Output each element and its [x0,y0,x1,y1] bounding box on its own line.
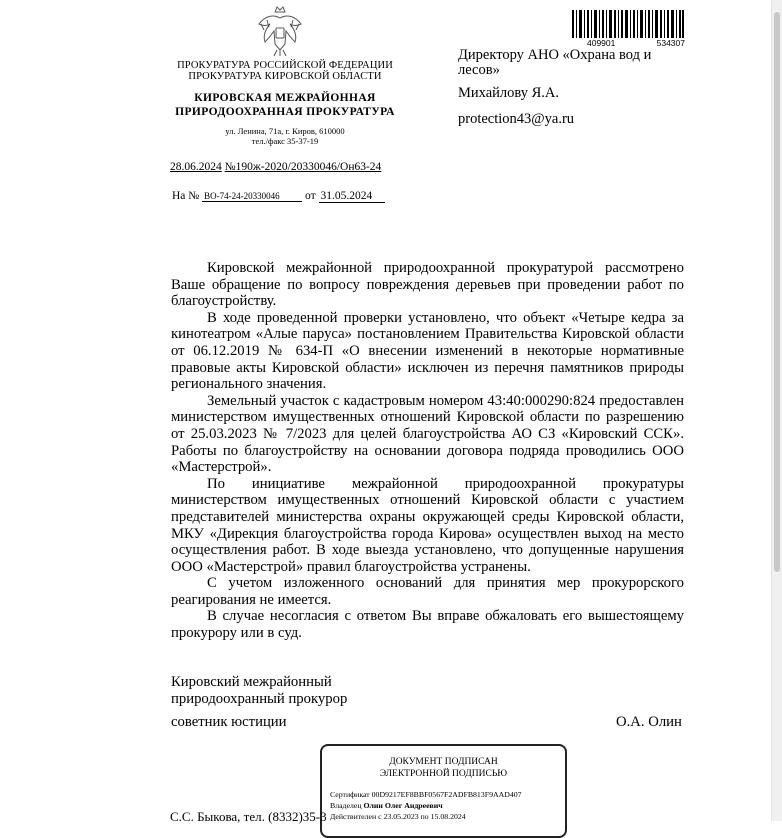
body-paragraph-5: С учетом изложенного оснований для принятия мер прокурорского реагирования не имеется. [171,575,684,608]
header-line-1: ПРОКУРАТУРА РОССИЙСКОЙ ФЕДЕРАЦИИ [177,60,393,71]
stamp-validity: Действителен с 23.05.2023 по 15.08.2024 [330,811,466,821]
body-paragraph-3: Земельный участок с кадастровым номером 43:40:000290:824 предоставлен министерством имущественных отношений Кировской области по разрешению от 25.03.2023 № 7/2023 для целей благоустройства АО СЗ «Кировский ССК». Работы по благоустройству на основании договора подряда проводились ООО «Мастерстрой». [171,392,684,476]
addressee-line-1: Директору АНО «Охрана вод и лесов» [458,47,652,79]
addressee-name: Михайлову Я.А. [458,85,560,101]
body-paragraph-4: По инициативе межрайонной природоохранной прокуратуры министерством имущественных отношений Кировской области с участием представителей министерства охраны окружающей среды Кировской области, МКУ «Дирекция благоустройства города Кирова» осуществлен выход на место осуществления работ. В ходе выезда установлено, что допущенные нарушения ООО «Мастерстрой» правил благоустройства устранены. [171,475,684,575]
signatory-name: О.А. Олин [616,714,682,730]
stamp-title-1: ДОКУМЕНТ ПОДПИСАН [389,757,498,767]
org-address: ул. Ленина, 71а, г. Киров, 610000 [225,126,345,136]
registration-date: 28.06.2024 [170,161,222,173]
org-phone: тел./факс 35-37-19 [251,136,319,146]
vertical-scrollbar[interactable] [771,0,782,821]
stamp-certificate: Сертификат 00D9217EF8BBF0567F2ADFB813F9AAD407 [330,789,522,799]
body-paragraph-1: Кировской межрайонной природоохранной прокуратурой рассмотрено Ваше обращение по вопросу повреждения деревьев при проведении работ по благоустройству. [171,260,684,310]
org-name-line-2: ПРИРОДООХРАННАЯ ПРОКУРАТУРА [175,106,395,118]
barcode-left: 409901 [587,38,616,48]
executor-line: С.С. Быкова, тел. (8332)35-3 [170,809,327,824]
header-line-2: ПРОКУРАТУРА КИРОВСКОЙ ОБЛАСТИ [188,71,382,82]
barcode-right: 534307 [656,38,685,48]
scrollbar-thumb[interactable] [774,12,780,572]
ref-number: ВО-74-24-20330046 [202,191,302,202]
registration-number: №190ж-2020/20330046/Он63-24 [224,161,382,173]
body-paragraph-2: В ходе проведенной проверки установлено, что объект «Четыре кедра за кинотеатром «Алые паруса» постановлением Правительства Кировской области от 06.12.2019 № 634-П «О внесении изменений в некоторые нормативные правовые акты Кировской области» исключен из перечня памятников природы регионального значения. [171,309,684,393]
ref-date: 31.05.2024 [319,190,385,203]
body-paragraph-6: В случае несогласия с ответом Вы вправе обжаловать его вышестоящему прокурору или в суд. [171,608,684,642]
registration-line [170,161,381,173]
signatory-rank: советник юстиции [171,714,287,730]
org-name-line-1: КИРОВСКАЯ МЕЖРАЙОННАЯ [194,92,376,104]
barcode-icon [572,10,684,38]
stamp-owner: Владелец Олин Олег Андреевич [330,800,443,810]
ref-prefix: На № [172,190,200,202]
signatory-title [171,674,347,707]
signatory-title-line-2: природоохранный прокурор [171,690,348,707]
signatory-title-line-1: Кировский межрайонный [171,674,332,690]
reference-line [172,190,385,203]
letter-body [171,260,684,642]
ref-from: от [305,190,316,202]
addressee-email: protection43@ya.ru [458,111,575,127]
stamp-title-2: ЭЛЕКТРОННОЙ ПОДПИСЬЮ [379,769,508,780]
e-signature-stamp [320,744,567,838]
coat-of-arms-icon [255,4,305,58]
